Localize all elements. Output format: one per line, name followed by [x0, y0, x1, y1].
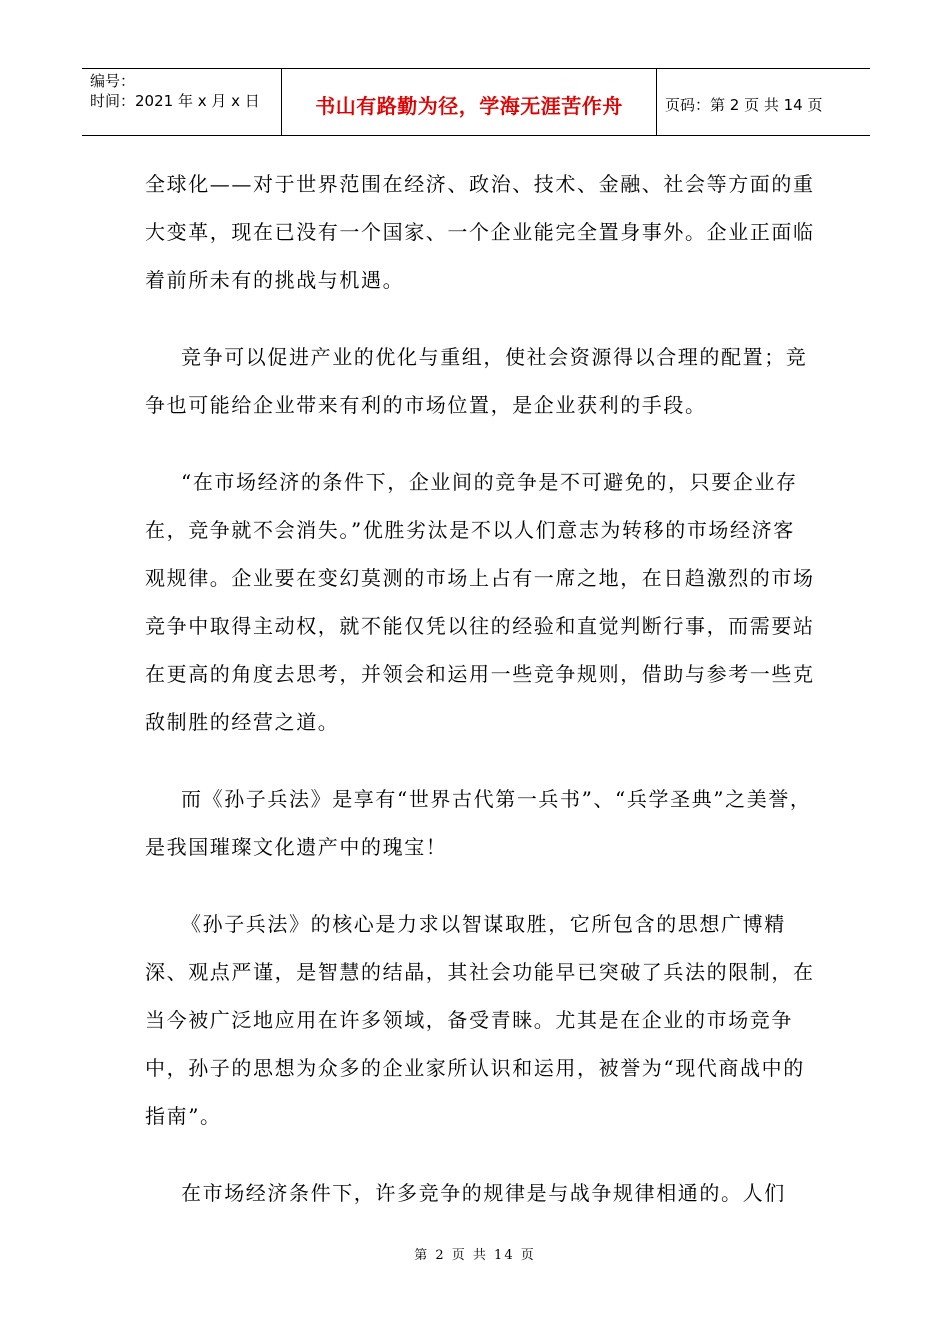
paragraph-5: 《孙子兵法》的核心是力求以智谋取胜，它所包含的思想广博精深、观点严谨，是智慧的结晶，其社会功能早已突破了兵法的限制，在当今被广泛地应用在许多领域，备受青睐。尤其是在企业的市场竞争中，孙子的思想为众多的企业家所认识和运用，被誉为“现代商战中的指南”。: [145, 912, 815, 1128]
document-number-label: 编号：: [90, 72, 136, 90]
header-table: [82, 68, 870, 136]
document-date-label: 时间：2021 年 x 月 x 日: [90, 92, 260, 110]
header-motto-cell: [282, 69, 657, 135]
header-meta-cell: [82, 69, 282, 135]
document-body: [145, 160, 815, 1246]
paragraph-3: “在市场经济的条件下，企业间的竞争是不可避免的，只要企业存在，竞争就不会消失。”优胜劣汰是不以人们意志为转移的市场经济客观规律。企业要在变幻莫测的市场上占有一席之地，在日趋激烈的市场竞争中取得主动权，就不能仅凭以往的经验和直觉判断行事，而需要站在更高的角度去思考，并领会和运用一些竞争规则，借助与参考一些克敌制胜的经营之道。: [145, 470, 815, 734]
paragraph-6: 在市场经济条件下，许多竞争的规律是与战争规律相通的。人们: [181, 1181, 786, 1205]
page-footer: 第 2 页 共 14 页: [414, 1248, 536, 1263]
paragraph-4: 而《孙子兵法》是享有“世界古代第一兵书”、“兵学圣典”之美誉，是我国璀璨文化遗产中的瑰宝！: [145, 787, 812, 859]
header-page-info: 页码：第 2 页 共 14 页: [665, 95, 823, 114]
header-motto: 书山有路勤为径，学海无涯苦作舟: [315, 93, 623, 118]
header-page-cell: [657, 69, 870, 135]
paragraph-1: 全球化——对于世界范围在经济、政治、技术、金融、社会等方面的重大变革，现在已没有一个国家、一个企业能完全置身事外。企业正面临着前所未有的挑战与机遇。: [145, 172, 815, 292]
paragraph-2: 竞争可以促进产业的优化与重组，使社会资源得以合理的配置；竞争也可能给企业带来有利的市场位置，是企业获利的手段。: [145, 345, 808, 417]
